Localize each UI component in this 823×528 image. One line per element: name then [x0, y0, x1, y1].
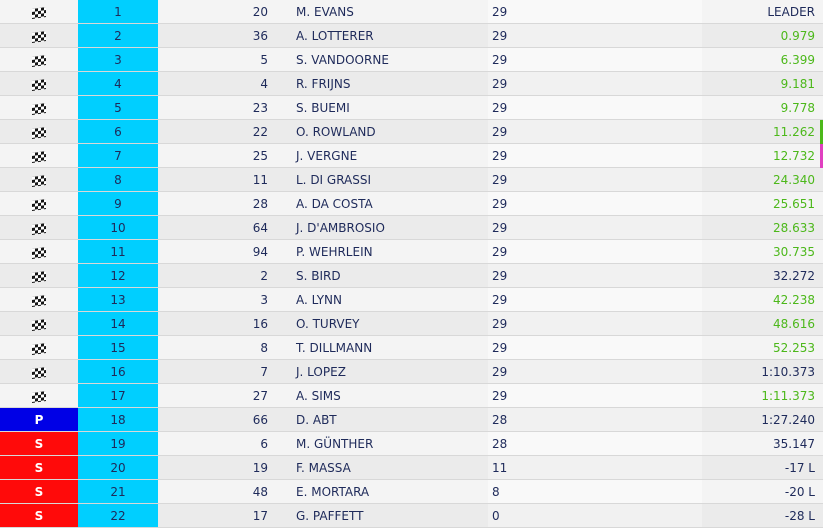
car-number-cell: 11 — [252, 173, 268, 187]
status-cell — [0, 168, 78, 191]
status-cell — [0, 216, 78, 239]
position-cell: 8 — [78, 168, 158, 191]
position-cell: 11 — [78, 240, 158, 263]
position-cell: 13 — [78, 288, 158, 311]
position-cell: 18 — [78, 408, 158, 431]
position-cell: 2 — [78, 24, 158, 47]
table-row[interactable] — [0, 120, 823, 144]
table-row[interactable] — [0, 312, 823, 336]
status-cell: S — [0, 480, 78, 503]
driver-name-cell: P. WEHRLEIN — [296, 245, 373, 259]
driver-name-cell: O. TURVEY — [296, 317, 360, 331]
status-cell — [0, 24, 78, 47]
checkered-flag-icon — [32, 127, 46, 139]
table-row[interactable] — [0, 24, 823, 48]
car-number-cell: 66 — [252, 413, 268, 427]
laps-cell: 28 — [488, 432, 702, 455]
car-number-cell: 22 — [252, 125, 268, 139]
driver-name-cell: S. BUEMI — [296, 101, 350, 115]
position-cell: 20 — [78, 456, 158, 479]
status-cell — [0, 0, 78, 23]
laps-cell: 29 — [488, 120, 702, 143]
position-cell: 4 — [78, 72, 158, 95]
position-cell: 10 — [78, 216, 158, 239]
driver-name-cell: D. ABT — [296, 413, 337, 427]
car-number-cell: 2 — [260, 269, 268, 283]
laps-cell: 29 — [488, 240, 702, 263]
gap-cell: LEADER — [767, 5, 815, 19]
status-cell — [0, 384, 78, 407]
position-cell: 3 — [78, 48, 158, 71]
laps-cell: 0 — [488, 504, 702, 527]
gap-cell: 32.272 — [773, 269, 815, 283]
gap-cell: 48.616 — [773, 317, 815, 331]
position-cell: 22 — [78, 504, 158, 527]
car-number-cell: 48 — [252, 485, 268, 499]
gap-cell: 9.181 — [780, 77, 815, 91]
car-number-cell: 27 — [252, 389, 268, 403]
status-cell — [0, 192, 78, 215]
table-row[interactable] — [0, 72, 823, 96]
gap-cell: 52.253 — [773, 341, 815, 355]
driver-name-cell: F. MASSA — [296, 461, 351, 475]
car-number-cell: 20 — [252, 5, 268, 19]
gap-cell: 1:27.240 — [761, 413, 815, 427]
car-number-cell: 19 — [252, 461, 268, 475]
table-row[interactable] — [0, 480, 823, 504]
checkered-flag-icon — [32, 271, 46, 283]
status-cell — [0, 288, 78, 311]
table-row[interactable] — [0, 0, 823, 24]
driver-name-cell: A. LYNN — [296, 293, 343, 307]
laps-cell: 29 — [488, 288, 702, 311]
driver-name-cell: A. LOTTERER — [296, 29, 374, 43]
driver-name-cell: M. EVANS — [296, 5, 354, 19]
laps-cell: 29 — [488, 360, 702, 383]
table-row[interactable] — [0, 192, 823, 216]
status-cell — [0, 120, 78, 143]
table-row[interactable] — [0, 216, 823, 240]
car-number-cell: 8 — [260, 341, 268, 355]
gap-cell: -17 L — [784, 461, 815, 475]
gap-cell: 0.979 — [780, 29, 815, 43]
table-row[interactable] — [0, 264, 823, 288]
status-cell: S — [0, 456, 78, 479]
laps-cell: 29 — [488, 168, 702, 191]
car-number-cell: 64 — [252, 221, 268, 235]
laps-cell: 29 — [488, 96, 702, 119]
table-row[interactable] — [0, 96, 823, 120]
driver-name-cell: A. SIMS — [296, 389, 341, 403]
table-row[interactable] — [0, 240, 823, 264]
checkered-flag-icon — [32, 175, 46, 187]
position-cell: 14 — [78, 312, 158, 335]
position-cell: 15 — [78, 336, 158, 359]
gap-cell: 42.238 — [773, 293, 815, 307]
gap-cell: 24.340 — [773, 173, 815, 187]
table-row[interactable] — [0, 288, 823, 312]
status-cell — [0, 264, 78, 287]
status-cell: S — [0, 504, 78, 527]
driver-name-cell: O. ROWLAND — [296, 125, 376, 139]
car-number-cell: 7 — [260, 365, 268, 379]
driver-name-cell: S. VANDOORNE — [296, 53, 389, 67]
laps-cell: 29 — [488, 264, 702, 287]
status-cell — [0, 336, 78, 359]
table-row[interactable] — [0, 456, 823, 480]
position-cell: 5 — [78, 96, 158, 119]
gap-cell: -20 L — [784, 485, 815, 499]
car-number-cell: 4 — [260, 77, 268, 91]
driver-name-cell: G. PAFFETT — [296, 509, 364, 523]
table-row[interactable] — [0, 144, 823, 168]
table-row[interactable] — [0, 384, 823, 408]
car-number-cell: 5 — [260, 53, 268, 67]
status-cell: S — [0, 432, 78, 455]
laps-cell: 8 — [488, 480, 702, 503]
laps-cell: 29 — [488, 312, 702, 335]
checkered-flag-icon — [32, 223, 46, 235]
laps-cell: 29 — [488, 336, 702, 359]
status-cell: P — [0, 408, 78, 431]
car-number-cell: 23 — [252, 101, 268, 115]
laps-cell: 29 — [488, 216, 702, 239]
driver-name-cell: J. D'AMBROSIO — [296, 221, 385, 235]
laps-cell: 11 — [488, 456, 702, 479]
position-cell: 19 — [78, 432, 158, 455]
table-row[interactable] — [0, 504, 823, 528]
checkered-flag-icon — [32, 295, 46, 307]
status-cell — [0, 240, 78, 263]
status-cell — [0, 48, 78, 71]
checkered-flag-icon — [32, 7, 46, 19]
checkered-flag-icon — [32, 31, 46, 43]
gap-cell: 6.399 — [780, 53, 815, 67]
laps-cell: 29 — [488, 48, 702, 71]
driver-name-cell: E. MORTARA — [296, 485, 370, 499]
driver-name-cell: A. DA COSTA — [296, 197, 373, 211]
table-row[interactable] — [0, 168, 823, 192]
checkered-flag-icon — [32, 151, 46, 163]
driver-name-cell: J. VERGNE — [296, 149, 358, 163]
checkered-flag-icon — [32, 367, 46, 379]
laps-cell: 29 — [488, 384, 702, 407]
gap-cell: 30.735 — [773, 245, 815, 259]
checkered-flag-icon — [32, 103, 46, 115]
position-cell: 21 — [78, 480, 158, 503]
checkered-flag-icon — [32, 343, 46, 355]
checkered-flag-icon — [32, 199, 46, 211]
position-cell: 7 — [78, 144, 158, 167]
car-number-cell: 25 — [252, 149, 268, 163]
gap-cell: 1:11.373 — [761, 389, 815, 403]
driver-name-cell: R. FRIJNS — [296, 77, 351, 91]
car-number-cell: 28 — [252, 197, 268, 211]
position-cell: 6 — [78, 120, 158, 143]
laps-cell: 29 — [488, 192, 702, 215]
checkered-flag-icon — [32, 319, 46, 331]
checkered-flag-icon — [32, 55, 46, 67]
laps-cell: 29 — [488, 72, 702, 95]
driver-name-cell: T. DILLMANN — [296, 341, 373, 355]
position-cell: 9 — [78, 192, 158, 215]
gap-cell: 11.262 — [773, 125, 815, 139]
car-number-cell: 94 — [252, 245, 268, 259]
position-cell: 16 — [78, 360, 158, 383]
gap-cell: -28 L — [784, 509, 815, 523]
gap-cell: 9.778 — [780, 101, 815, 115]
status-cell — [0, 72, 78, 95]
checkered-flag-icon — [32, 391, 46, 403]
table-row[interactable] — [0, 48, 823, 72]
car-number-cell: 36 — [252, 29, 268, 43]
status-cell — [0, 144, 78, 167]
gap-cell: 12.732 — [773, 149, 815, 163]
driver-name-cell: M. GÜNTHER — [296, 437, 374, 451]
gap-cell: 1:10.373 — [761, 365, 815, 379]
status-cell — [0, 360, 78, 383]
table-row[interactable] — [0, 336, 823, 360]
gap-cell: 28.633 — [773, 221, 815, 235]
table-row[interactable] — [0, 408, 823, 432]
laps-cell: 29 — [488, 144, 702, 167]
checkered-flag-icon — [32, 247, 46, 259]
driver-name-cell: J. LOPEZ — [296, 365, 346, 379]
status-cell — [0, 312, 78, 335]
laps-cell: 29 — [488, 0, 702, 23]
checkered-flag-icon — [32, 79, 46, 91]
car-number-cell: 16 — [252, 317, 268, 331]
car-number-cell: 17 — [252, 509, 268, 523]
position-cell: 17 — [78, 384, 158, 407]
driver-name-cell: L. DI GRASSI — [296, 173, 372, 187]
gap-cell: 25.651 — [773, 197, 815, 211]
car-number-cell: 6 — [260, 437, 268, 451]
car-number-cell: 3 — [260, 293, 268, 307]
table-row[interactable] — [0, 432, 823, 456]
table-row[interactable] — [0, 360, 823, 384]
position-cell: 12 — [78, 264, 158, 287]
laps-cell: 28 — [488, 408, 702, 431]
laps-cell: 29 — [488, 24, 702, 47]
gap-cell: 35.147 — [773, 437, 815, 451]
driver-name-cell: S. BIRD — [296, 269, 341, 283]
position-cell: 1 — [78, 0, 158, 23]
status-cell — [0, 96, 78, 119]
